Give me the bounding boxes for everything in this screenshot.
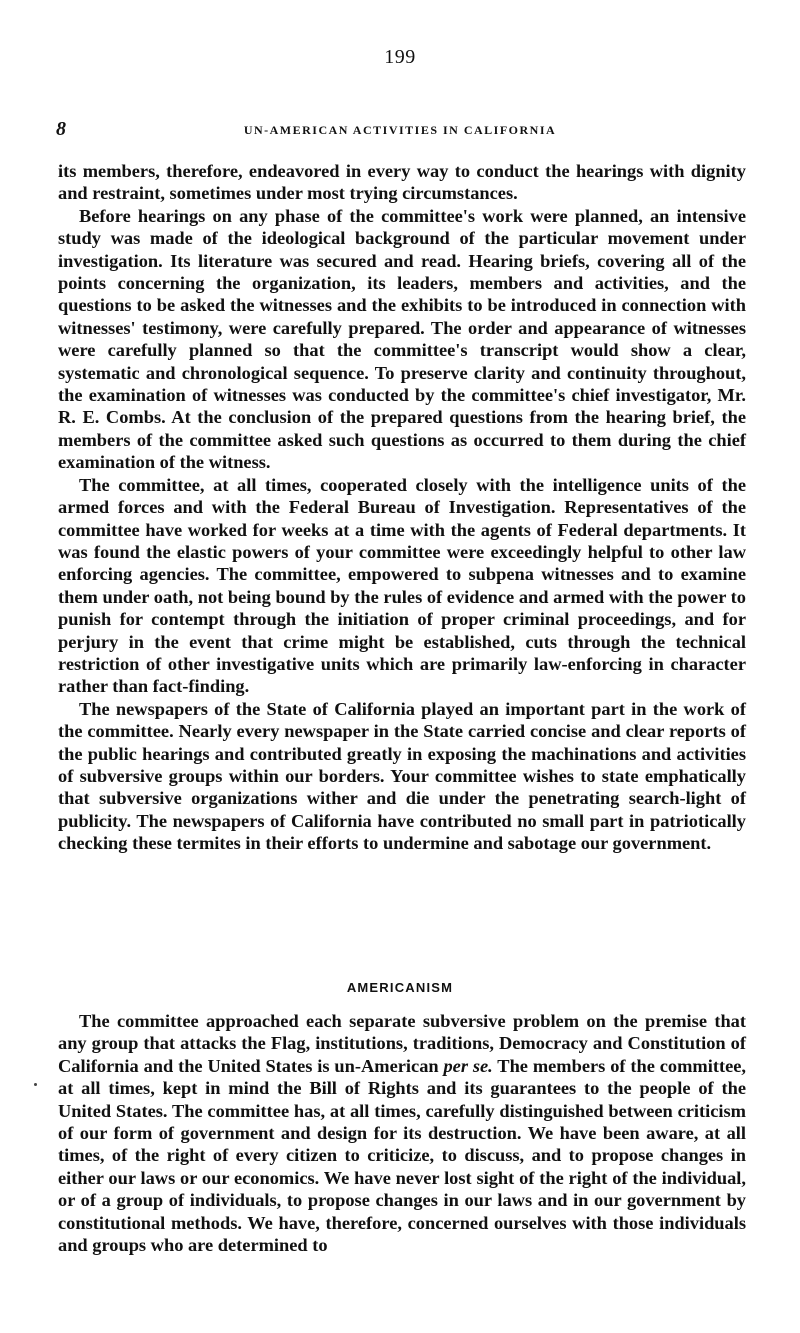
margin-dot — [34, 1083, 37, 1086]
paragraph: its members, therefore, endeavored in every way to conduct the hearings with dignity and restraint, sometimes under most trying circumstances. — [58, 161, 746, 204]
page-number: 199 — [384, 46, 416, 68]
paragraph-text: The committee approached each separate subversive problem on the premise that any group that attacks the Flag, institutions, traditions, Democracy and Constitution of California and the United States is un-American — [58, 1011, 746, 1076]
body-text-bottom — [58, 1010, 746, 1256]
paragraph: The committee, at all times, cooperated closely with the intelligence units of the armed forces and with the Federal Bureau of Investigation. Representatives of the committee have worked for weeks at a time with the agents of Federal departments. It was found the elastic powers of your committee were exceedingly helpful to other law enforcing agencies. The committee, empowered to subpena witnesses and to examine them under oath, not being bound by the rules of evidence and armed with the power to punish for contempt through the initiation of proper criminal proceedings, and for perjury in the event that crime might be established, cuts through the technical restriction of other investigative units which are primarily law-enforcing in character rather than fact-finding. — [58, 474, 746, 697]
paragraph: Before hearings on any phase of the committee's work were planned, an intensive study was made of the ideological background of the particular movement under investigation. Its literature was secured and read. Hearing briefs, covering all of the points concerning the organization, its leaders, members and activities, and the questions to be asked the witnesses and the exhibits to be introduced in connection with witnesses' testimony, were carefully prepared. The order and appearance of witnesses were carefully planned so that the committee's transcript would show a clear, systematic and chronological sequence. To preserve clarity and continuity throughout, the examination of witnesses was conducted by the committee's chief investigator, Mr. R. E. Combs. At the conclusion of the prepared questions from the hearing brief, the members of the committee asked such questions as occurred to them during the chief examination of the witness. — [58, 205, 746, 473]
folio-mark: 8 — [56, 118, 66, 140]
latin-phrase: per se. — [443, 1055, 493, 1076]
body-text-top — [58, 160, 746, 855]
paragraph-text: The members of the committee, at all times, kept in mind the Bill of Rights and its guarantees to the people of the United States. The committee has, at all times, carefully distinguished between criticism of our form of government and design for its destruction. We have been aware, at all times, of the right of every citizen to criticize, to discuss, and to propose changes in either our laws or our economics. We have never lost sight of the right of the individual, or of a group of individuals, to propose changes in our laws and in our government by constitutional methods. We have, therefore, concerned ourselves with those individuals and groups who are determined to — [58, 1055, 747, 1256]
running-head: UN-AMERICAN ACTIVITIES IN CALIFORNIA — [243, 123, 557, 137]
section-heading: AMERICANISM — [346, 980, 454, 995]
paragraph: The newspapers of the State of California played an important part in the work of the committee. Nearly every newspaper in the State carried concise and clear reports of the public hearings and contributed greatly in exposing the machinations and activities of subversive groups within our borders. Your committee wishes to state emphatically that subversive organizations wither and die under the penetrating search-light of publicity. The newspapers of California have contributed no small part in patriotically checking these termites in their efforts to undermine and sabotage our government. — [58, 698, 746, 854]
paragraph-americanism — [58, 1010, 746, 1256]
